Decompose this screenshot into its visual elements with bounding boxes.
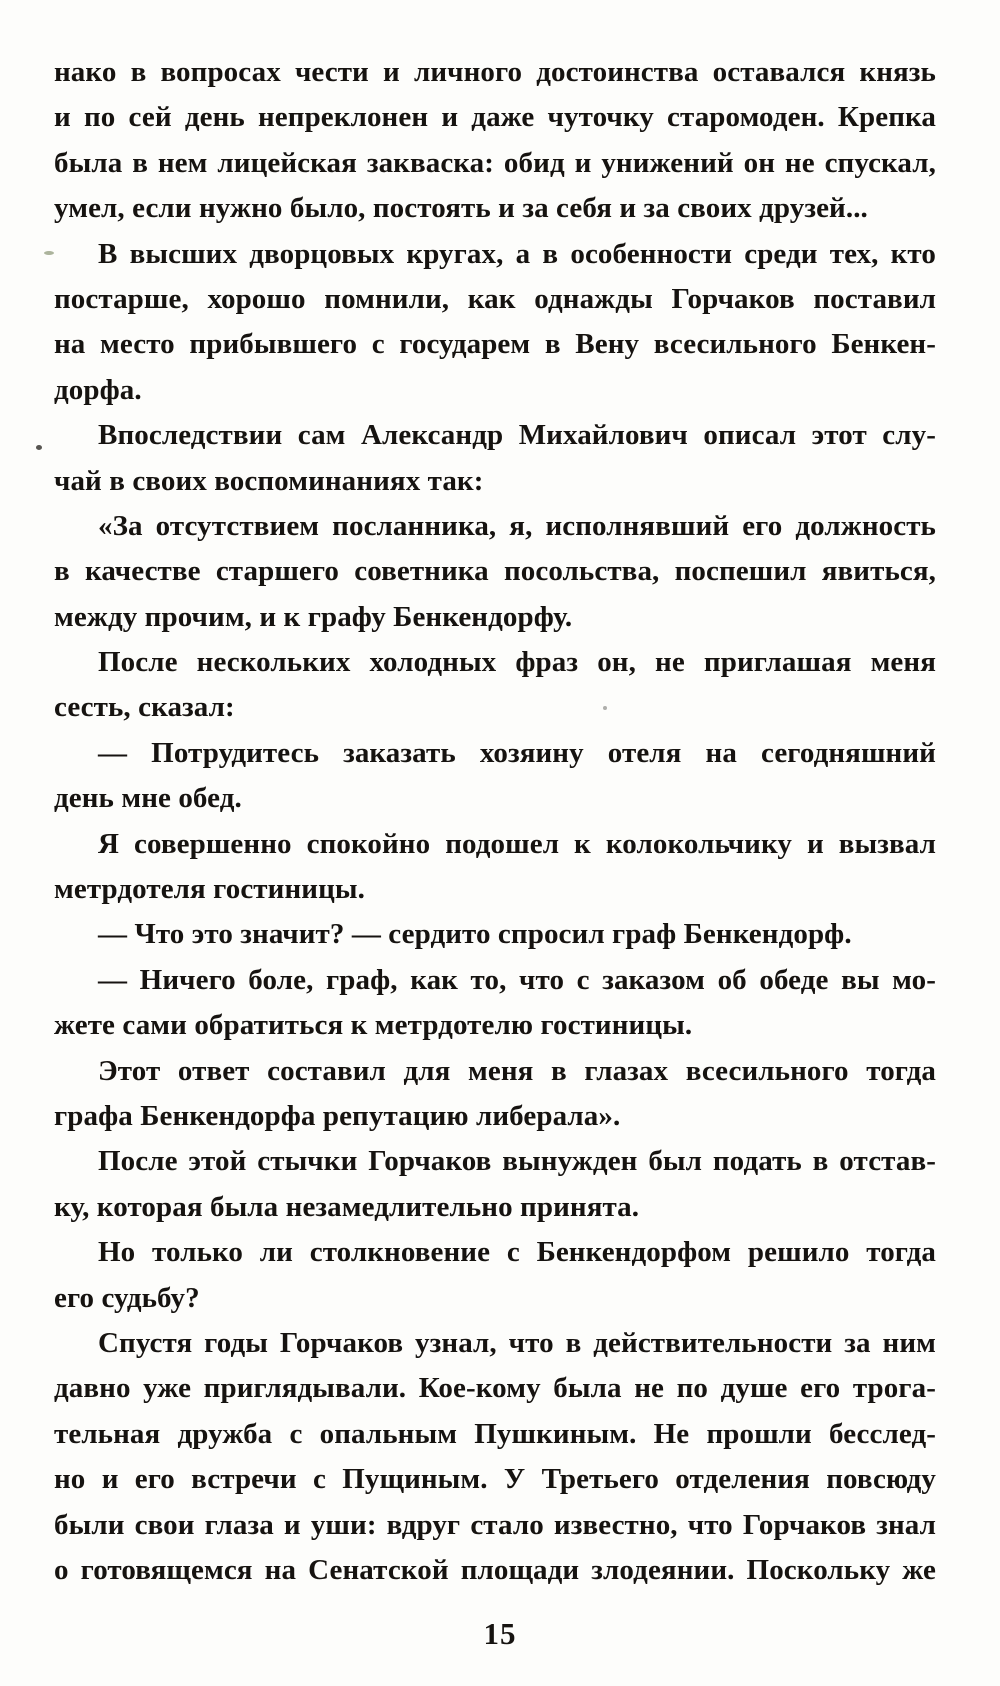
scan-speck — [36, 445, 42, 450]
text-line: о готовящемся на Сенатской площади злодеянии. Поскольку же — [54, 1553, 936, 1586]
text-line: «За отсутствием посланника, я, исполнявший его должность — [98, 509, 936, 542]
paragraph — [54, 504, 936, 640]
text-line: графа Бенкендорфа репутацию либерала». — [54, 1099, 621, 1132]
page-number: 15 — [483, 1616, 517, 1651]
text-line: давно уже приглядывали. Кое-кому была не по душе его трога- — [54, 1372, 936, 1405]
text-line: между прочим, и к графу Бенкендорфу. — [54, 600, 573, 633]
text-line: были свои глаза и уши: вдруг стало известно, что Горчаков знал — [54, 1508, 936, 1541]
paragraph — [54, 1139, 936, 1230]
scan-speck — [44, 251, 54, 255]
text-line: день мне обед. — [54, 782, 242, 815]
paragraph — [54, 958, 936, 1049]
scan-speck — [603, 706, 607, 710]
paragraph — [54, 1049, 936, 1140]
text-line: Этот ответ составил для меня в глазах всесильного тогда — [98, 1054, 936, 1087]
text-line: чай в своих воспоминаниях так: — [54, 464, 484, 497]
text-block — [54, 50, 936, 1593]
text-line: ку, которая была незамедлительно принята. — [54, 1190, 640, 1223]
text-line: Впоследствии сам Александр Михайлович описал этот слу- — [98, 419, 936, 452]
text-line: в качестве старшего советника посольства, поспешил явиться, — [54, 555, 936, 588]
text-line: на место прибывшего с государем в Вену всесильного Бенкен- — [54, 328, 936, 361]
text-line: нако в вопросах чести и личного достоинства оставался князь — [54, 56, 936, 88]
text-line: После этой стычки Горчаков вынужден был подать в отстав- — [98, 1145, 936, 1178]
text-line: Но только ли столкновение с Бенкендорфом решило тогда — [98, 1236, 936, 1269]
text-line: Я совершенно спокойно подошел к колокольчику и вызвал — [98, 827, 936, 860]
text-line: и по сей день непреклонен и даже чуточку старомоден. Крепка — [54, 101, 936, 134]
paragraph — [54, 50, 936, 232]
text-line: — Потрудитесь заказать хозяину отеля на сегодняшний — [98, 736, 936, 769]
paragraph — [54, 1321, 936, 1593]
paragraph — [54, 1230, 936, 1321]
paragraph — [54, 413, 936, 504]
paragraph — [54, 731, 936, 822]
paragraph — [54, 640, 936, 731]
text-line: жете сами обратиться к метрдотелю гостиницы. — [54, 1009, 693, 1042]
text-line: дорфа. — [54, 373, 142, 406]
text-line: его судьбу? — [54, 1281, 200, 1314]
text-line: После нескольких холодных фраз он, не приглашая меня — [98, 646, 936, 679]
text-line: — Что это значит? — сердито спросил граф Бенкендорф. — [98, 918, 852, 951]
paragraph — [54, 232, 936, 414]
paragraph — [54, 822, 936, 913]
text-line: была в нем лицейская закваска: обид и унижений он не спускал, — [54, 146, 936, 179]
text-line: тельная дружба с опальным Пушкиным. Не прошли бесслед- — [54, 1417, 936, 1450]
text-line: — Ничего боле, граф, как то, что с заказом об обеде вы мо- — [98, 963, 936, 996]
text-line: В высших дворцовых кругах, а в особенности среди тех, кто — [98, 237, 936, 270]
text-line: постарше, хорошо помнили, как однажды Горчаков поставил — [54, 282, 936, 315]
text-line: но и его встречи с Пущиным. У Третьего отделения повсюду — [54, 1463, 936, 1496]
paragraph — [54, 912, 936, 957]
text-line: Спустя годы Горчаков узнал, что в действительности за ним — [98, 1326, 936, 1359]
text-line: умел, если нужно было, постоять и за себя и за своих друзей... — [54, 192, 868, 225]
text-line: метрдотеля гостиницы. — [54, 873, 365, 906]
text-line: сесть, сказал: — [54, 691, 235, 724]
